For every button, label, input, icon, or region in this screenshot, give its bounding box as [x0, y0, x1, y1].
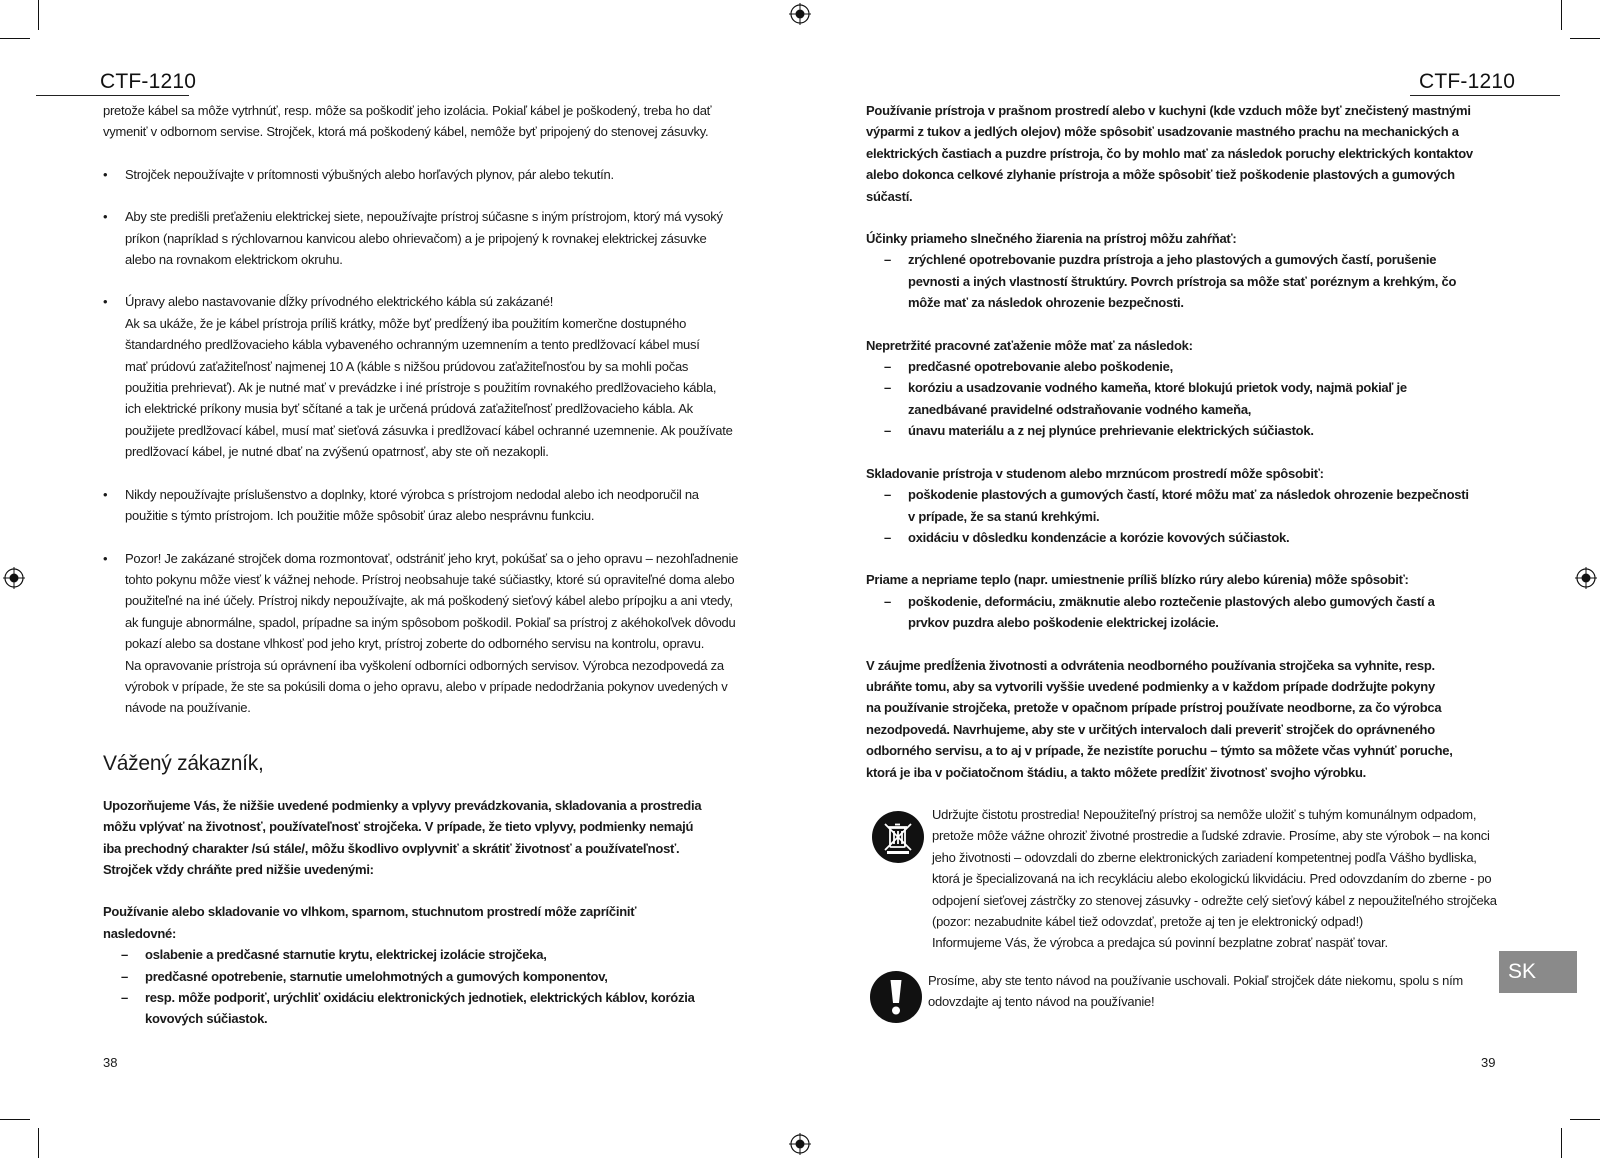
text-line: Používanie prístroja v prašnom prostredí alebo v kuchyni (kde vzduch môže byť znečistený mastnými: [866, 103, 1471, 118]
text-line: alebo na rovnakom elektrickom okruhu.: [125, 252, 343, 268]
bullet-item: [103, 484, 743, 527]
text-line: Používanie alebo skladovanie vo vlhkom, sparnom, stuchnutom prostredí môže zapríčiniť: [103, 904, 637, 920]
text-line: Prosíme, aby ste tento návod na používanie uschovali. Pokiaľ strojček dáte niekomu, spolu s ním: [928, 972, 1464, 988]
text-line: odborného servisu, a to aj v prípade, že nezistíte poruchu – týmto sa môžete včas vyhnúť poruche,: [866, 743, 1453, 759]
text-line: prvkov puzdra alebo poškodenie elektrickej izolácie.: [908, 615, 1219, 631]
text-line: – únavu materiálu a z nej plynúce prehrievanie elektrických súčiastok.: [908, 423, 1314, 439]
right-page-column: [866, 100, 1506, 1013]
text-line: • Pozor! Je zakázané strojček doma rozmontovať, odstrániť jeho kryt, pokúšať sa o jeho opravu – nezohľadnenie: [125, 550, 739, 566]
cold-section-title: Skladovanie prístroja v studenom alebo mrznúcom prostredí môže spôsobiť:: [866, 465, 1324, 481]
text-line: ich elektrické príkony musia byť sčítané a tak je určená prúdová zaťažiteľnosť predlžovacieho kábla. Ak: [125, 401, 693, 417]
heat-section-title: Priame a nepriame teplo (napr. umiestnenie príliš blízko rúry alebo kúrenia) môže spôsobiť:: [866, 572, 1409, 588]
registration-mark-icon: [789, 1133, 811, 1155]
left-header-rule: [36, 95, 189, 96]
registration-mark-icon: [3, 567, 25, 589]
registration-mark-icon: [789, 3, 811, 25]
text-line: – zrýchlené opotrebovanie puzdra prístroja a jeho plastových a gumových častí, porušenie: [908, 252, 1437, 268]
text-line: môže mať za následok ohrozenie bezpečnosti.: [908, 295, 1184, 311]
crop-mark: [1570, 1119, 1600, 1120]
closing-paragraph: [866, 655, 1506, 783]
right-model-label: CTF-1210: [1419, 70, 1516, 93]
text-line: – oxidáciu v dôsledku kondenzácie a korózie kovových súčiastok.: [908, 529, 1290, 545]
dust-paragraph: [866, 100, 1506, 207]
sun-section-title: Účinky priameho slnečného žiarenia na prístroj môžu zahŕňať:: [866, 231, 1237, 247]
text-line: použiteľné na iné účely. Prístroj nikdy nepoužívajte, ak má poškodený sieťový kábel alebo prípojku a ani vtedy,: [125, 593, 733, 609]
text-line: odovzdajte aj tento návod na používanie!: [928, 994, 1155, 1010]
text-line: príkon (napríklad s rýchlovarnou kanvicou alebo ohrievačom) a je pripojený k rovnakej elektrickej zásuvke: [125, 230, 707, 246]
left-model-label: CTF-1210: [100, 70, 197, 93]
dash-item: [866, 249, 1506, 313]
text-line: nezodpovedá. Navrhujeme, aby ste v určitých intervaloch dali preveriť strojček do oprávneného: [866, 721, 1435, 737]
dash-item: [103, 944, 743, 965]
text-line: iba prechodný charakter /sú stále/, môžu škodlivo ovplyvniť a skrátiť životnosť a používateľnosť.: [103, 840, 680, 856]
text-line: Ak sa ukáže, že je kábel prístroja príliš krátky, môže byť predĺžený iba použitím komerčne dostupného: [125, 315, 687, 331]
warning-intro: [103, 795, 743, 881]
bullet-item: [103, 206, 743, 270]
text-line: nasledovné:: [103, 925, 177, 941]
text-line: • Strojček nepoužívajte v prítomnosti výbušných alebo horľavých plynov, pár alebo tekutín.: [125, 166, 614, 182]
text-line: ak funguje abnormálne, spadol, prípadne sa iným spôsobom poškodil. Pokiaľ sa prístroj z akéhokoľvek dôvodu: [125, 614, 736, 630]
crop-mark: [1561, 1128, 1562, 1158]
dash-item: [103, 987, 743, 1030]
text-line: pokazí alebo sa dostane vlhkosť pod jeho kryt, prístroj zoberte do odborného servisu na kontrolu, opravu.: [125, 636, 705, 652]
text-line: výrobok v prípade, že ste sa pokúsili doma o jeho opravu, alebo v prípade nedodržania pokynov uvedených v: [125, 678, 728, 694]
intro-paragraph: [103, 100, 743, 143]
text-line: použitia prehrievať). Ak je nutné mať v prevádzke i iné prístroje s použitím rovnakého predlžovacieho kábla,: [125, 380, 717, 396]
crop-mark: [1561, 0, 1562, 30]
text-line: – oslabenie a predčasné starnutie krytu, elektrickej izolácie strojčeka,: [145, 947, 547, 963]
crop-mark: [0, 1119, 30, 1120]
dash-item: [866, 356, 1506, 377]
text-line: – poškodenie plastových a gumových častí, ktoré môžu mať za následok ohrozenie bezpečnosti: [908, 487, 1469, 503]
text-line: Informujeme Vás, že výrobca a predajca sú povinní bezplatne zobrať naspäť tovar.: [932, 935, 1388, 951]
text-line: môžu vplývať na životnosť, používateľnosť strojčeka. V prípade, že tieto vplyvy, podmienky nemajú: [103, 819, 694, 835]
text-line: vymeniť v odbornom servise. Strojček, ktorá má poškodený kábel, nemôže byť pripojený do stenovej zásuvky.: [103, 124, 709, 140]
crop-mark: [38, 1128, 39, 1158]
crop-mark: [1570, 38, 1600, 39]
text-line: alebo dokonca celkové zlyhanie prístroja a môže spôsobiť tiež poškodenie plastových a gumových: [866, 167, 1455, 183]
text-line: štandardného predlžovacieho kábla vybaveného ochranným uzemnením a tento predlžovací kábel musí: [125, 337, 700, 353]
load-section-title: Nepretržité pracovné zaťaženie môže mať za následok:: [866, 337, 1193, 353]
text-line: mať prúdovú zaťažiteľnosť najmenej 10 A (káble s nižšou prúdovou zaťažiteľnosťou by sa mohli počas: [125, 358, 689, 374]
dash-item: [103, 966, 743, 987]
text-line: V záujme predĺženia životnosti a odvrátenia neodborného používania strojčeka sa vyhnite, resp.: [866, 657, 1435, 673]
text-line: pretože kábel sa môže vytrhnúť, resp. môže sa poškodiť jeho izolácia. Pokiaľ kábel je poškodený, treba ho dať: [103, 103, 712, 118]
text-line: zanedbávané pravidelné odstraňovanie vodného kameňa,: [908, 401, 1252, 417]
text-line: – poškodenie, deformáciu, zmäknutie alebo roztečenie plastových alebo gumových častí a: [908, 593, 1435, 609]
text-line: kovových súčiastok.: [145, 1011, 268, 1027]
text-line: – koróziu a usadzovanie vodného kameňa, ktoré blokujú prietok vody, najmä pokiaľ je: [908, 380, 1407, 396]
dash-item: [866, 527, 1506, 548]
page-number-right: 39: [1481, 1055, 1496, 1070]
text-line: – predčasné opotrebenie, starnutie umelohmotných a gumových komponentov,: [145, 968, 608, 984]
text-line: jeho životnosti – odovzdali do zberne elektronických zariadení kompetentnej podľa Vášho bydliska,: [932, 849, 1477, 865]
text-line: (pozor: nezabudnite kábel tiež odovzdať, pretože aj ten je elektronický odpad!): [932, 914, 1364, 929]
text-line: Udržujte čistotu prostredia! Nepoužiteľný prístroj sa nemôže uložiť s tuhým komunálnym odpadom,: [932, 806, 1477, 822]
left-page-column: [103, 100, 743, 1030]
bullet-item: [103, 548, 743, 719]
text-line: Na opravovanie prístroja sú oprávnení iba vyškolení odborníci odborných servisov. Výrobca nezodpovedá za: [125, 657, 724, 673]
text-line: pretože môže vážne ohroziť životné prostredie a ľudské zdravie. Prosíme, aby ste výrobok – na konci: [932, 828, 1490, 844]
text-line: na používanie strojčeka, pretože v opačnom prípade prístroj používate neodborne, za čo výrobca: [866, 700, 1442, 716]
bullet-item: [103, 164, 743, 185]
language-tab: SK: [1499, 951, 1577, 993]
text-line: pevnosti a iných vlastností štruktúry. Povrch prístroja sa môže stať poréznym a krehkým, čo: [908, 273, 1457, 289]
keep-manual-notice: [866, 970, 1506, 1013]
text-line: – resp. môže podporiť, urýchliť oxidáciu elektronických jednotiek, elektrických káblov, korózia: [145, 990, 695, 1005]
text-line: tohto pokynu môže viesť k vážnej nehode. Prístroj neobsahuje také súčiastky, ktoré sú opraviteľné doma alebo: [125, 571, 735, 587]
recycle-notice: [866, 804, 1506, 954]
text-line: • Aby ste predišli preťaženiu elektrickej siete, nepoužívajte prístroj súčasne s iným prístrojom, ktorý má vysoký: [125, 209, 723, 225]
text-line: • Nikdy nepoužívajte príslušenstvo a doplnky, ktoré výrobca s prístrojom nedodal alebo ich neodporučil na: [125, 486, 699, 502]
humid-section-title: [103, 901, 743, 944]
bullet-item: [103, 291, 743, 462]
text-line: ktorá je iba v počiatočnom štádiu, a takto môžete predĺžiť životnosť svojho výrobku.: [866, 764, 1367, 780]
text-line: ubráňte tomu, aby sa vytvorili vyššie uvedené podmienky a v každom prípade dodržujte pokyny: [866, 678, 1435, 694]
text-line: ktorá je špecializovaná na ich recykláciu alebo ekologickú likvidáciu. Pred odovzdaním do zberne - po: [932, 871, 1492, 887]
text-line: odpojení sieťovej zástrčky zo stenovej zásuvky - odrežte celý sieťový kábel z nepoužiteľného strojčeka: [932, 892, 1497, 908]
text-line: použijete predlžovací kábel, musí mať sieťová zásuvka i predlžovací kábel ochranné uzemnenie. Ak používate: [125, 422, 733, 438]
registration-mark-icon: [1575, 567, 1597, 589]
right-header-rule: [1410, 95, 1560, 96]
text-line: Strojček vždy chráňte pred nižšie uvedenými:: [103, 861, 374, 877]
text-line: – predčasné opotrebovanie alebo poškodenie,: [908, 359, 1173, 375]
text-line: výparmi z tukov a jedlých olejov) môže spôsobiť usadzovanie mastného prachu na mechanických a: [866, 124, 1459, 140]
text-line: súčastí.: [866, 188, 913, 204]
crop-mark: [0, 38, 30, 39]
text-line: predlžovací kábel, je nutné dbať na zvýšenú opatrnosť, aby ste oň nezakopli.: [125, 444, 549, 460]
exclamation-icon: [869, 970, 923, 1024]
crossed-bin-icon: [871, 810, 925, 864]
text-line: • Úpravy alebo nastavovanie dĺžky prívodného elektrického kábla sú zakázané!: [125, 294, 554, 310]
page-number-left: 38: [103, 1055, 118, 1070]
greeting-heading: Vážený zákazník,: [103, 751, 264, 775]
crop-mark: [38, 0, 39, 30]
text-line: použitie s týmto prístrojom. Ich použitie môže spôsobiť úraz alebo nesprávnu funkciu.: [125, 508, 595, 524]
dash-item: [866, 484, 1506, 527]
text-line: Upozorňujeme Vás, že nižšie uvedené podmienky a vplyvy prevádzkovania, skladovania a prostredia: [103, 797, 702, 813]
dash-item: [866, 377, 1506, 420]
text-line: návode na používanie.: [125, 700, 251, 716]
dash-item: [866, 591, 1506, 634]
text-line: elektrických častiach a puzdre prístroja, čo by mohlo mať za následok poruchy elektrických kontaktov: [866, 145, 1473, 161]
dash-item: [866, 420, 1506, 441]
text-line: v prípade, že sa stanú krehkými.: [908, 508, 1100, 524]
